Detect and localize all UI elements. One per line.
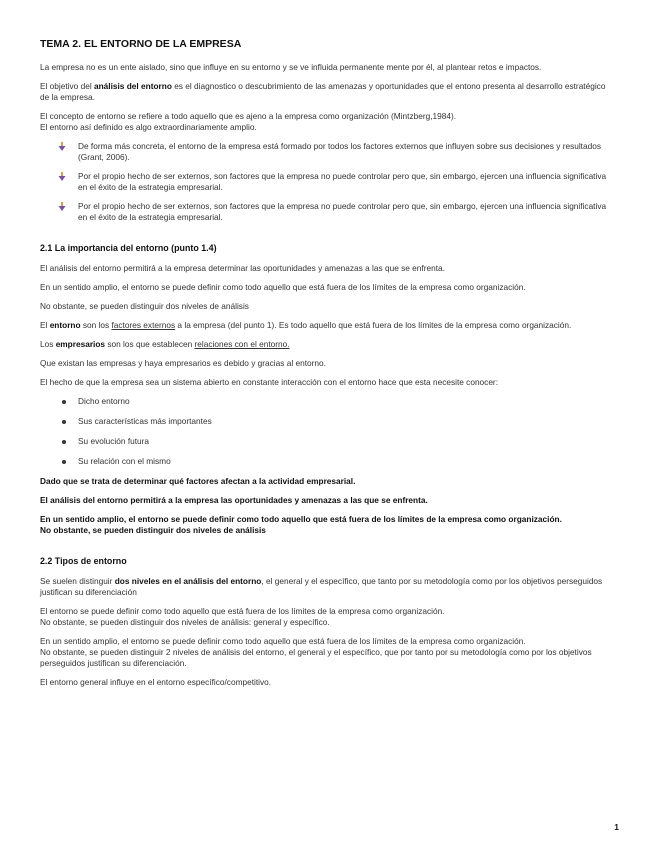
section-heading-2-1: 2.1 La importancia del entorno (punto 1.4) — [40, 243, 217, 253]
list-item — [58, 141, 615, 163]
paragraph: El hecho de que la empresa sea un sistema abierto en constante interacción con el entorno hace que esta necesite conocer: — [40, 377, 499, 387]
text-line: El entorno así definido es algo extraordinariamente amplio. — [40, 122, 257, 132]
purple-down-arrow-icon — [58, 172, 66, 181]
text-line: En un sentido amplio, el entorno se puede definir como todo aquello que está fuera de los límites de la empresa como organización. — [40, 636, 526, 646]
text-line: En un sentido amplio, el entorno se puede definir como todo aquello que está fuera de los límites de la empresa como organización. — [40, 514, 562, 524]
list-item-text: Su relación con el mismo — [78, 456, 171, 466]
bullet-dot-icon — [62, 420, 66, 424]
entorno-paragraph — [40, 320, 615, 331]
bullet-dot-icon — [62, 440, 66, 444]
list-item — [62, 436, 615, 447]
bold-term: entorno — [49, 320, 81, 330]
purple-down-arrow-icon — [58, 202, 66, 211]
niveles-paragraph — [40, 576, 615, 598]
text-line: No obstante, se pueden distinguir dos niveles de análisis — [40, 525, 266, 535]
objective-paragraph — [40, 81, 615, 103]
list-item — [62, 456, 615, 467]
bold-paragraph — [40, 514, 615, 536]
list-item-text: Su evolución futura — [78, 436, 150, 446]
bullet-dot-icon — [62, 460, 66, 464]
text-line: El entorno se puede definir como todo aquello que está fuera de los límites de la empresa como organización. — [40, 606, 445, 616]
list-item — [58, 201, 615, 223]
text-run: Los — [40, 339, 56, 349]
purple-down-arrow-icon — [58, 142, 66, 151]
underlined-term: relaciones con el entorno. — [194, 339, 290, 349]
text-run: , el general y el específico, que tanto por su metodología como por los objetivos perseguidos justifican su diferenciación — [40, 576, 603, 597]
list-item — [58, 171, 615, 193]
paragraph — [40, 606, 615, 628]
list-item — [62, 396, 615, 407]
intro-paragraph: La empresa no es un ente aislado, sino que influye en su entorno y se ve influida permanente mente por él, al plantear retos e impactos. — [40, 62, 542, 72]
bold-term: empresarios — [55, 339, 106, 349]
empresarios-paragraph — [40, 339, 615, 350]
paragraph: No obstante, se pueden distinguir dos niveles de análisis — [40, 301, 249, 311]
bold-paragraph: El análisis del entorno permitirá a la empresa las oportunidades y amenazas a las que se enfrenta. — [40, 495, 428, 505]
section-heading-2-2: 2.2 Tipos de entorno — [40, 556, 127, 566]
list-item-text: Sus características más importantes — [78, 416, 212, 426]
paragraph: El entorno general influye en el entorno específico/competitivo. — [40, 677, 272, 687]
page-number: 1 — [614, 822, 619, 832]
paragraph: Que existan las empresas y haya empresarios es debido y gracias al entorno. — [40, 358, 326, 368]
text-line: No obstante, se pueden distinguir dos niveles de análisis: general y específico. — [40, 617, 330, 627]
list-item-text: De forma más concreta, el entorno de la empresa está formado por todos los factores externos que influyen sobre sus decisiones y resultados (Grant, 2006). — [78, 141, 601, 162]
bold-term: dos niveles en el análisis del entorno — [114, 576, 262, 586]
text-run: son los que establecen — [105, 339, 195, 349]
list-item-text: Dicho entorno — [78, 396, 130, 406]
text-run: El — [40, 320, 50, 330]
document-title: TEMA 2. EL ENTORNO DE LA EMPRESA — [40, 38, 242, 50]
list-item-text: Por el propio hecho de ser externos, son factores que la empresa no puede controlar pero que, sin embargo, ejercen una influencia significativa en el éxito de la estrategia empresarial. — [78, 201, 607, 222]
text-run: a la empresa (del punto 1). Es todo aquello que está fuera de los límites de la empresa como organización. — [175, 320, 572, 330]
underlined-term: factores externos — [111, 320, 176, 330]
concept-paragraph — [40, 111, 615, 133]
text-run: son los — [80, 320, 112, 330]
text-run: es el diagnostico o descubrimiento de las amenazas y oportunidades que el entono presenta al desarrollo estratégico de la empresa. — [40, 81, 606, 102]
text-line: No obstante, se pueden distinguir 2 niveles de análisis del entorno, el general y el específico, que por tanto por su metodología como por los objetivos perseguidos justifican su diferenciación. — [40, 647, 592, 668]
dot-bullet-list — [40, 396, 615, 467]
paragraph: El análisis del entorno permitirá a la empresa determinar las oportunidades y amenazas a las que se enfrenta. — [40, 263, 445, 273]
bold-paragraph: Dado que se trata de determinar qué factores afectan a la actividad empresarial. — [40, 476, 356, 486]
paragraph: En un sentido amplio, el entorno se puede definir como todo aquello que está fuera de los límites de la empresa como organización. — [40, 282, 526, 292]
arrow-bullet-list — [40, 141, 615, 223]
bullet-dot-icon — [62, 400, 66, 404]
list-item — [62, 416, 615, 427]
text-run: Se suelen distinguir — [40, 576, 115, 586]
bold-term: análisis del entorno — [93, 81, 172, 91]
text-line: El concepto de entorno se refiere a todo aquello que es ajeno a la empresa como organización (Mintzberg,1984). — [40, 111, 457, 121]
paragraph — [40, 636, 615, 669]
list-item-text: Por el propio hecho de ser externos, son factores que la empresa no puede controlar pero que, sin embargo, ejercen una influencia significativa en el éxito de la estrategia empresarial. — [78, 171, 607, 192]
text-run: El objetivo del — [40, 81, 94, 91]
